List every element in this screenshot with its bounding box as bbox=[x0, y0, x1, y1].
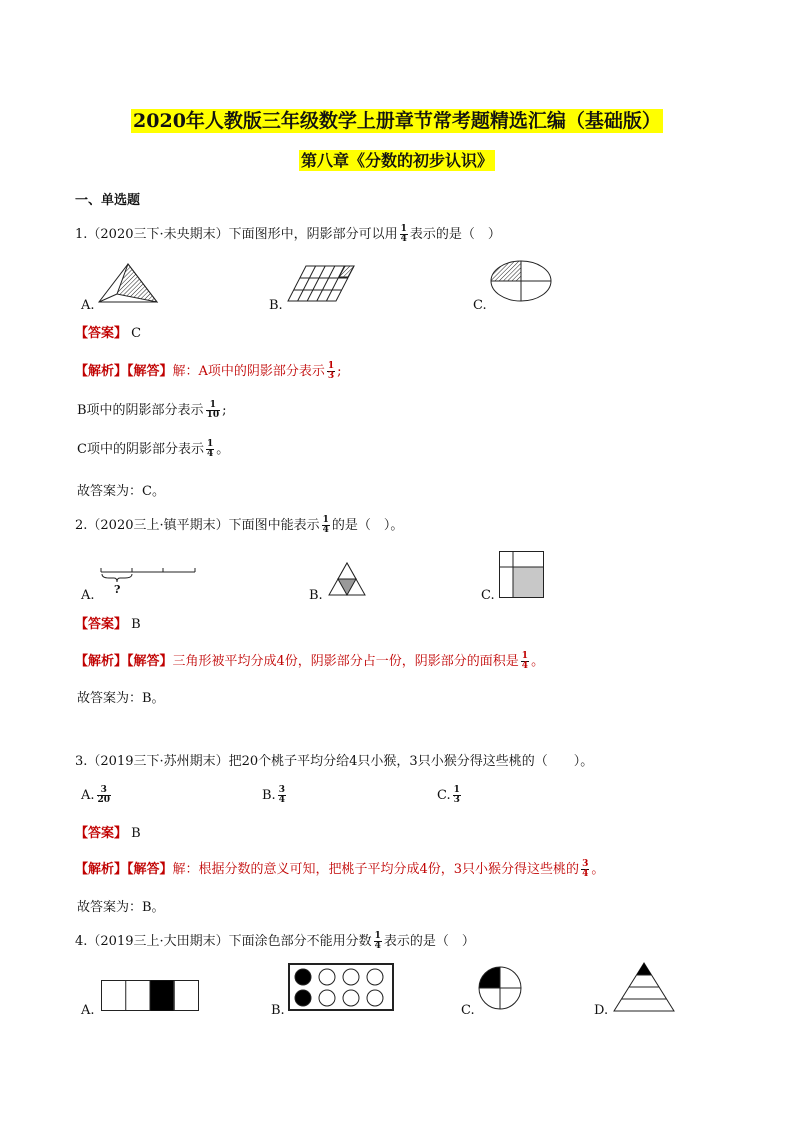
q4-figure-c-circle bbox=[478, 966, 524, 1012]
q1-option-c[interactable]: C. bbox=[473, 298, 487, 313]
q1-figure-b-grid bbox=[286, 266, 358, 304]
q1-figure-a-pyramid bbox=[99, 264, 161, 308]
page-subtitle: 第八章《分数的初步认识》 bbox=[300, 151, 493, 170]
q3-option-a[interactable]: A. $\frac{3}{20}$ bbox=[81, 785, 111, 805]
question-2: 2.（2020三上·镇平期末）下面图中能表示 $\frac{1}{4}$ 的是（ ）。 bbox=[75, 515, 404, 535]
question-3: 3.（2019三下·苏州期末）把20个桃子平均分给4只小猴，3只小猴分得这些桃的（ ）。 bbox=[75, 754, 594, 769]
q2-figure-b-triangle bbox=[329, 563, 367, 597]
q2-option-b[interactable]: B. bbox=[309, 588, 323, 603]
q4-option-b[interactable]: B. bbox=[271, 1003, 285, 1018]
page-title: 2020年人教版三年级数学上册章节常考题精选汇编（基础版） bbox=[133, 110, 661, 132]
q4-figure-a-strip bbox=[101, 980, 201, 1012]
q4-figure-b-circles bbox=[288, 963, 396, 1013]
q3-option-b[interactable]: B. $\frac{3}{4}$ bbox=[262, 785, 285, 805]
q2-figure-c-square bbox=[499, 551, 545, 599]
q4-option-a[interactable]: A. bbox=[81, 1003, 95, 1018]
q2-option-a[interactable]: A. bbox=[81, 588, 95, 603]
q1-option-a[interactable]: A. bbox=[81, 298, 95, 313]
q2-conclusion: 故答案为：B。 bbox=[77, 691, 165, 706]
q1-conclusion: 故答案为：C。 bbox=[77, 484, 165, 499]
q1-explanation-3: C项中的阴影部分表示 $\frac{1}{4}$ 。 bbox=[77, 439, 230, 459]
q3-explanation: 【解析】【解答】解：根据分数的意义可知，把桃子平均分成4份，3只小猴分得这些桃的 $\frac{3}{4}$ 。 bbox=[75, 859, 605, 879]
q1-explanation-1: 【解析】【解答】解：A项中的阴影部分表示 $\frac{1}{3}$ ; bbox=[75, 361, 342, 381]
q1-figure-c-ellipse bbox=[490, 260, 552, 304]
question-1: 1.（2020三下·未央期末）下面图形中，阴影部分可以用 $\frac{1}{4}$ 表示的是（ ） bbox=[75, 224, 501, 244]
fraction: $\frac{1}{4}$ bbox=[400, 224, 407, 244]
q2-explanation: 【解析】【解答】三角形被平均分成4份，阴影部分占一份，阴影部分的面积是 $\frac{1}{4}$ 。 bbox=[75, 651, 545, 671]
q4-option-c[interactable]: C. bbox=[461, 1003, 475, 1018]
q1-explanation-2: B项中的阴影部分表示 $\frac{1}{10}$ ; bbox=[77, 400, 227, 420]
q3-option-c[interactable]: C. $\frac{1}{3}$ bbox=[437, 785, 460, 805]
section-heading: 一、单选题 bbox=[75, 193, 141, 208]
q2-answer: 【答案】 B bbox=[75, 617, 141, 632]
q2-question-mark: ? bbox=[114, 583, 121, 596]
question-4: 4.（2019三上·大田期末）下面涂色部分不能用分数 $\frac{1}{4}$ 表示的是（ ） bbox=[75, 931, 475, 951]
q1-answer: 【答案】 C bbox=[75, 326, 142, 341]
q4-figure-d-triangle bbox=[614, 963, 676, 1013]
q1-option-b[interactable]: B. bbox=[269, 298, 283, 313]
q4-option-d[interactable]: D. bbox=[594, 1003, 609, 1018]
q3-answer: 【答案】 B bbox=[75, 826, 141, 841]
q3-conclusion: 故答案为：B。 bbox=[77, 900, 165, 915]
q2-option-c[interactable]: C. bbox=[481, 588, 495, 603]
